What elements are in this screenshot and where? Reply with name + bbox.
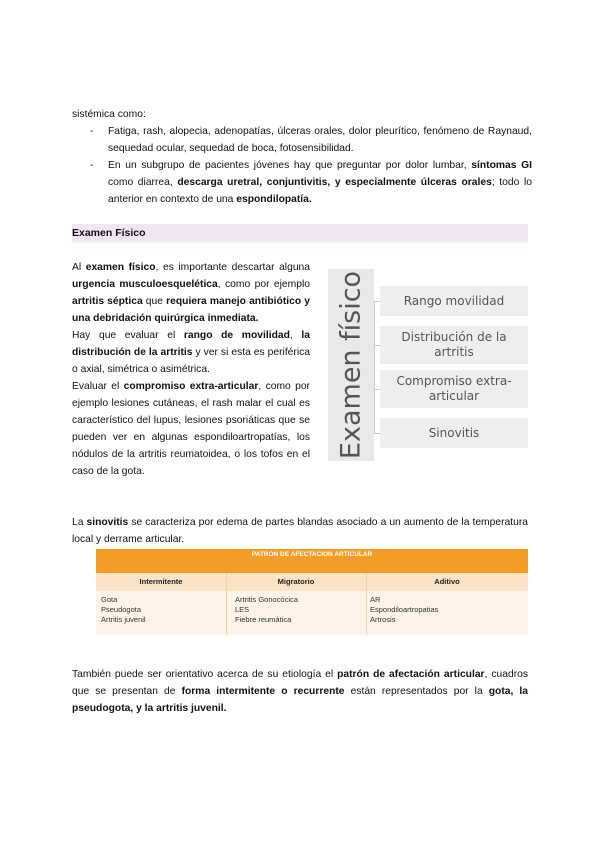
table-column (101, 595, 146, 625)
bold-run: gota, la pseudogota, y la artritis juvenil. (72, 686, 528, 714)
table-cell: Artritis juvenil (101, 615, 146, 624)
bold-run: requiera manejo antibiótico y una debridación quirúrgica inmediata. (72, 296, 310, 324)
text-run: que (142, 296, 167, 307)
paragraph (72, 327, 310, 378)
bold-run: descarga uretral, conjuntivitis, y especialmente úlceras orales (177, 177, 492, 188)
diagram-box-synovitis (380, 418, 528, 448)
text-run: ; todo lo anterior en contexto de una (108, 177, 532, 205)
section-header (72, 224, 528, 242)
bold-run: sinovitis (86, 517, 129, 528)
diagram-box-range (380, 286, 528, 316)
text-run: , cuadros que se presentan de (72, 669, 529, 697)
bold-run: artritis séptica (72, 296, 143, 307)
bold-run: forma intermitente o recurrente (181, 686, 345, 697)
table-cell: Espondiloartropatias (370, 605, 439, 614)
text-run: La (72, 517, 87, 528)
diagram-box-label: Compromiso extra-articular (396, 374, 512, 403)
bold-run: la distribución de la artritis (72, 330, 310, 358)
text-run: También puede ser orientativo acerca de su etiología el (72, 669, 338, 680)
list-item (72, 123, 532, 157)
diagram-title: Examen físico (335, 270, 367, 460)
bold-run: compromiso extra-articular (123, 381, 259, 392)
symptom-list (72, 123, 532, 208)
text-run: están representados por la (344, 686, 489, 697)
text-run: En un subgrupo de pacientes jóvenes hay que preguntar por dolor lumbar, (108, 160, 472, 171)
table-cell: Gota (101, 595, 118, 604)
text-run: Hay que evaluar el (72, 330, 184, 341)
table-cell: LES (235, 605, 250, 614)
section-title: Examen Físico (72, 227, 146, 239)
bold-run: examen físico (85, 262, 156, 273)
table-cell: Artritis Gonocócica (235, 595, 298, 604)
bold-run: rango de movilidad (183, 330, 290, 341)
exam-diagram (328, 269, 528, 461)
diagram-box-extra-articular (380, 370, 528, 408)
text-run: , como por ejemplo lesiones cutáneas, el rash malar el cual es característico del lupus, lesiones psoriáticas que se pueden ver en algunas espondiloartropatías, los nódulos de la artritis reumatoidea, o los tofos en el caso de la gota. (72, 381, 310, 477)
intro-block (72, 106, 532, 208)
table-title-bar (96, 549, 528, 573)
synovitis-paragraph (72, 514, 528, 548)
table-column (235, 595, 298, 625)
diagram-box-label: Distribución de la artritis (401, 330, 507, 359)
text-run: , (289, 330, 302, 341)
text-run: se caracteriza por edema de partes blandas asociado a un aumento de la temperatura local y derrame articular. (72, 517, 528, 545)
table-cell: AR (370, 595, 381, 604)
table-cell: Pseudogota (101, 605, 142, 614)
paragraph (72, 378, 310, 480)
text-run: , como por ejemplo (217, 279, 310, 290)
diagram-box-label: Rango movilidad (403, 293, 505, 308)
pattern-table (96, 549, 528, 635)
column-divider (226, 573, 227, 635)
bold-run: urgencia musculoesquelética (72, 279, 218, 290)
bold-run: espondilopatía. (236, 194, 312, 205)
column-header: Aditivo (434, 577, 460, 586)
diagram-box-label: Sinovitis (428, 425, 480, 440)
text-run: , es importante descartar alguna (155, 262, 310, 273)
etiology-paragraph (72, 666, 528, 717)
table-body (96, 591, 528, 635)
table-title: PATRON DE AFECTACION ARTICULAR (251, 551, 373, 558)
column-header: Intermitente (139, 577, 183, 586)
paragraph (72, 259, 310, 327)
physical-exam-text (72, 259, 310, 480)
text-run: Al (72, 262, 86, 273)
table-header-row (96, 573, 528, 591)
table-column (370, 595, 438, 625)
text-run: como diarrea, (108, 177, 178, 188)
column-divider (366, 573, 367, 635)
intro-lead: sistémica como: (72, 109, 146, 120)
table-cell: Artrosis (370, 615, 396, 624)
diagram-title-box (328, 269, 374, 461)
text-run: Evaluar el (72, 381, 124, 392)
bullet-text: Fatiga, rash, alopecia, adenopatías, úlceras orales, dolor pleurítico, fenómeno de Raynaud, sequedad ocular, sequedad de boca, fotosensibilidad. (108, 126, 532, 154)
bold-run: patrón de afectación articular (337, 669, 485, 680)
table-cell: Fiebre reumática (235, 615, 292, 624)
list-item (72, 157, 532, 208)
diagram-connector (374, 301, 375, 433)
column-header: Migratorio (277, 577, 315, 586)
diagram-box-distribution (380, 326, 528, 364)
bold-run: síntomas GI (471, 160, 532, 171)
text-run: y ver si esta es periférica o axial, simétrica o asimétrica. (72, 347, 311, 375)
